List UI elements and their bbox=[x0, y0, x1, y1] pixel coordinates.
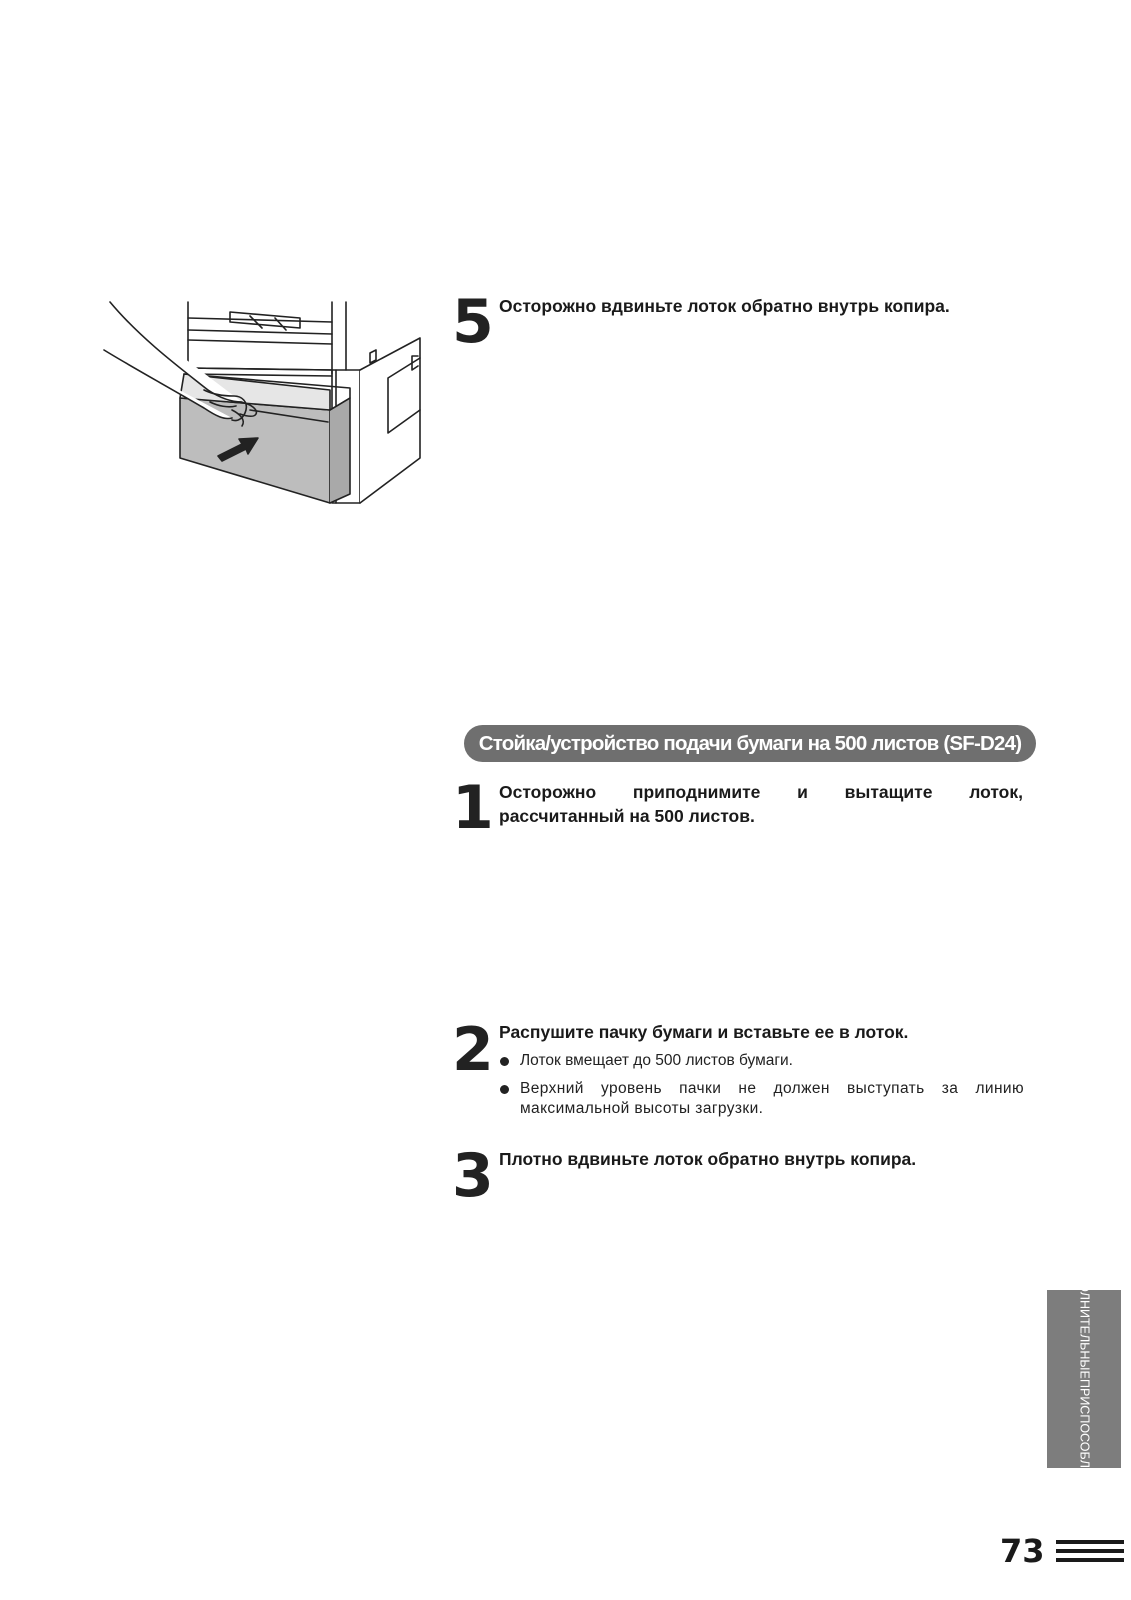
section-header bbox=[464, 725, 1036, 762]
step-2-number: 2 bbox=[452, 1015, 494, 1085]
step-5-title: Осторожно вдвиньте лоток обратно внутрь копира. bbox=[499, 296, 950, 316]
section-title: Стойка/устройство подачи бумаги на 500 листов (SF-D24) bbox=[478, 731, 1022, 755]
side-tab-line-2: ПРИСПОСОБЛЕНИЯ bbox=[1077, 1378, 1092, 1504]
bullet-icon bbox=[500, 1085, 509, 1094]
step-2-title: Распушите пачку бумаги и вставьте ее в лоток. bbox=[499, 1022, 909, 1042]
bullet-icon bbox=[500, 1057, 509, 1066]
list-item bbox=[500, 1051, 1024, 1071]
step-3-title: Плотно вдвиньте лоток обратно внутрь копира. bbox=[499, 1149, 917, 1169]
chapter-side-tab bbox=[1047, 1254, 1121, 1504]
bullet-text: Верхний уровень пачки не должен выступать за линию максимальной высоты загрузки. bbox=[520, 1080, 1024, 1117]
tray-insert-illustration bbox=[100, 298, 430, 518]
step-5-number: 5 bbox=[452, 287, 494, 357]
step-3-number: 3 bbox=[452, 1141, 494, 1211]
footer-rule bbox=[1056, 1558, 1124, 1562]
bullet-text: Лоток вмещает до 500 листов бумаги. bbox=[520, 1052, 793, 1069]
page-number: 73 bbox=[1000, 1532, 1045, 1570]
side-tab-line-1: ДОПОЛНИТЕЛЬНЫЕ bbox=[1077, 1254, 1092, 1379]
footer-rule bbox=[1056, 1540, 1124, 1544]
footer-rule bbox=[1056, 1549, 1124, 1553]
list-item bbox=[500, 1079, 1024, 1121]
step-1-title: Осторожно приподнимите и вытащите лоток, рассчитанный на 500 листов. bbox=[499, 782, 1023, 826]
step-1-number: 1 bbox=[452, 773, 494, 843]
